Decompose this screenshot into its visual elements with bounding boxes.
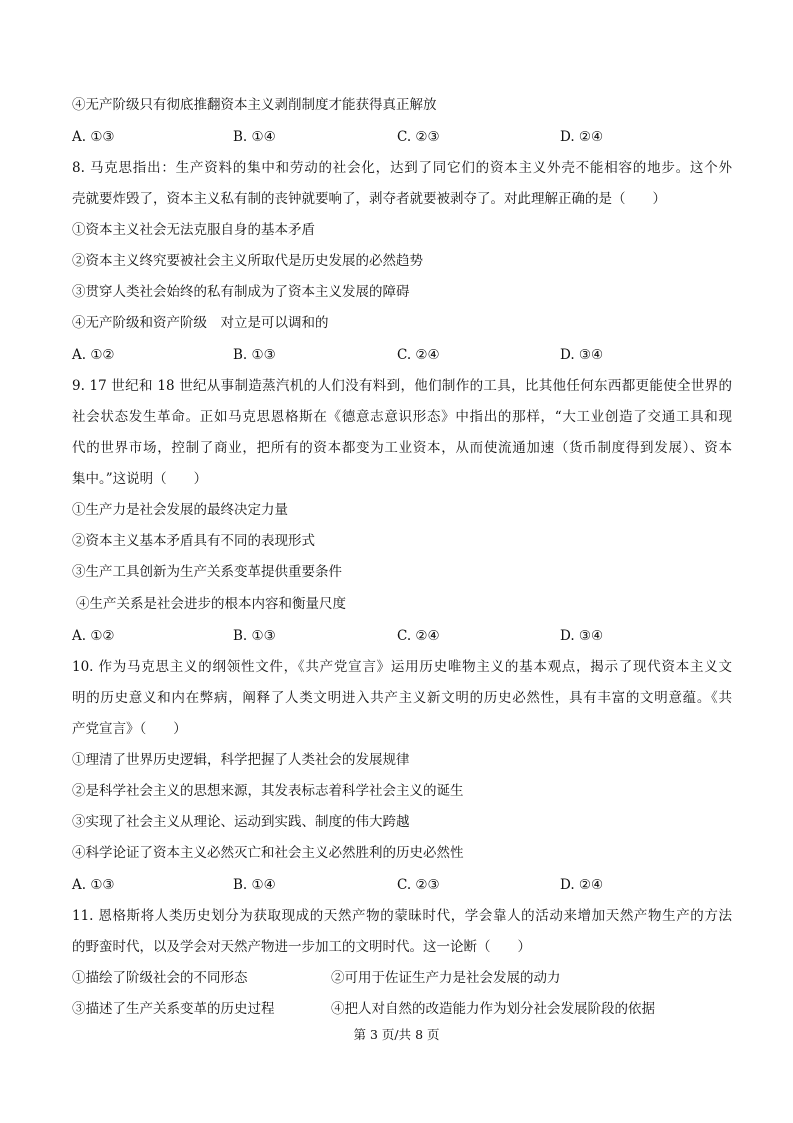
q9-option-d[interactable]: D. ③④	[560, 628, 604, 644]
page-number-footer: 第 3 页/共 8 页	[353, 1027, 440, 1042]
q8-options	[72, 345, 732, 365]
q8-stem-line-2: 壳就要炸毁了，资本主义私有制的丧钟就要响了，剥夺者就要被剥夺了。对此理解正确的是（ ）	[72, 191, 666, 207]
q8-item-3: ③贯穿人类社会始终的私有制成为了资本主义发展的障碍	[72, 284, 410, 300]
q9-item-3: ③生产工具创新为生产关系变革提供重要条件	[72, 564, 342, 580]
q10-stem-line-2: 明的历史意义和内在弊病，阐释了人类文明进入共产主义新文明的历史必然性，具有丰富的文明意蕴。《共	[72, 690, 732, 706]
q8-option-c[interactable]: C. ②④	[397, 347, 440, 363]
q9-item-2: ②资本主义基本矛盾具有不同的表现形式	[72, 533, 315, 549]
q9-stem-line-1: 9. 17 世纪和 18 世纪从事制造蒸汽机的人们没有料到，他们制作的工具，比其他任何东西都更能使全世界的	[72, 378, 732, 394]
q9-options	[72, 626, 732, 646]
q11-item-1: ①描绘了阶级社会的不同形态	[72, 970, 248, 986]
q10-option-c[interactable]: C. ②③	[397, 877, 440, 893]
q11-stem-line-2: 的野蛮时代，以及学会对天然产物进一步加工的文明时代。这一论断（ ）	[72, 939, 531, 955]
q7-option-b[interactable]: B. ①④	[233, 129, 276, 145]
q11-item-3: ③描述了生产关系变革的历史过程	[72, 1001, 275, 1017]
q8-option-d[interactable]: D. ③④	[560, 347, 604, 363]
q11-item-2: ②可用于佐证生产力是社会发展的动力	[331, 970, 561, 986]
q9-option-a[interactable]: A. ①②	[72, 628, 115, 644]
q10-stem-line-3: 产党宣言》（ ）	[72, 721, 187, 737]
q11-item-4: ④把人对自然的改造能力作为划分社会发展阶段的依据	[331, 1001, 655, 1017]
q11-stem-line-1: 11. 恩格斯将人类历史划分为获取现成的天然产物的蒙昧时代，学会靠人的活动来增加天然产物生产的方法	[72, 908, 732, 924]
q8-option-a[interactable]: A. ①②	[72, 347, 115, 363]
q7-option-a[interactable]: A. ①③	[72, 129, 115, 145]
q9-item-4: ④生产关系是社会进步的根本内容和衡量尺度	[76, 596, 346, 612]
q8-item-2: ②资本主义终究要被社会主义所取代是历史发展的必然趋势	[72, 253, 423, 269]
q10-option-d[interactable]: D. ②④	[560, 877, 604, 893]
q7-option-c[interactable]: C. ②③	[397, 129, 440, 145]
q8-stem-line-1: 8. 马克思指出：生产资料的集中和劳动的社会化，达到了同它们的资本主义外壳不能相容的地步。这个外	[72, 160, 732, 176]
q7-option-d[interactable]: D. ②④	[560, 129, 604, 145]
q10-option-a[interactable]: A. ①③	[72, 877, 115, 893]
q10-item-2: ②是科学社会主义的思想来源，其发表标志着科学社会主义的诞生	[72, 783, 464, 799]
q10-item-4: ④科学论证了资本主义必然灭亡和社会主义必然胜利的历史必然性	[72, 845, 464, 861]
q9-stem-line-4: 集中。”这说明（ ）	[72, 471, 208, 487]
q10-item-1: ①理清了世界历史逻辑，科学把握了人类社会的发展规律	[72, 752, 410, 768]
q10-option-b[interactable]: B. ①④	[233, 877, 276, 893]
q9-stem-line-2: 社会状态发生革命。正如马克思恩格斯在《德意志意识形态》中指出的那样，“大工业创造了交通工具和现	[72, 409, 732, 425]
q10-options	[72, 875, 732, 895]
q7-options	[72, 127, 732, 147]
q9-stem-line-3: 代的世界市场，控制了商业，把所有的资本都变为工业资本，从而使流通加速（货币制度得到发展）、资本	[72, 440, 732, 456]
q10-stem-line-1: 10. 作为马克思主义的纲领性文件，《共产党宣言》运用历史唯物主义的基本观点，揭示了现代资本主义文	[72, 659, 732, 675]
q7-item-4: ④无产阶级只有彻底推翻资本主义剥削制度才能获得真正解放	[72, 97, 437, 113]
q9-item-1: ①生产力是社会发展的最终决定力量	[72, 502, 288, 518]
q10-item-3: ③实现了社会主义从理论、运动到实践、制度的伟大跨越	[72, 814, 410, 830]
q9-option-c[interactable]: C. ②④	[397, 628, 440, 644]
q9-option-b[interactable]: B. ①③	[233, 628, 276, 644]
q8-item-4: ④无产阶级和资产阶级 对立是可以调和的	[72, 315, 329, 331]
q8-option-b[interactable]: B. ①③	[233, 347, 276, 363]
q8-item-1: ①资本主义社会无法克服自身的基本矛盾	[72, 222, 315, 238]
